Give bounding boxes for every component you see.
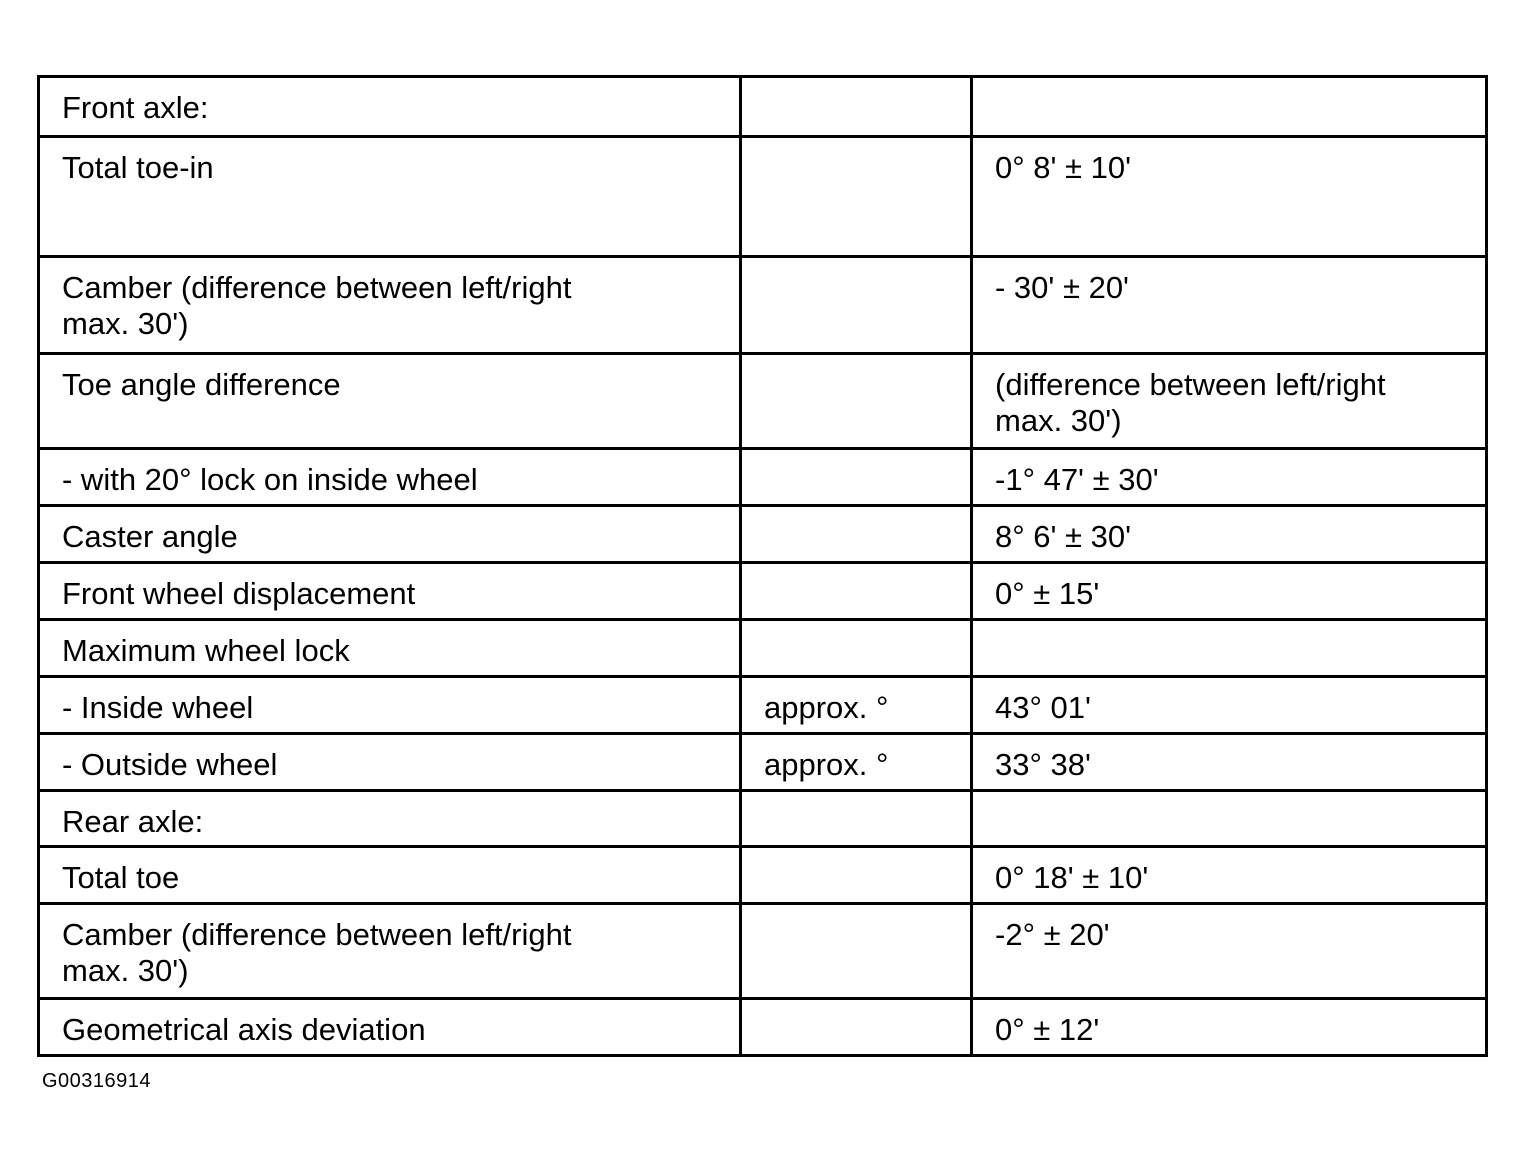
row-value: 0° 8' ± 10' (972, 137, 1487, 257)
table-row (39, 791, 1487, 847)
row-label: Geometrical axis deviation (39, 999, 741, 1056)
row-value: 0° ± 15' (972, 563, 1487, 620)
row-value: -1° 47' ± 30' (972, 449, 1487, 506)
row-value: -2° ± 20' (972, 904, 1487, 999)
row-unit (741, 77, 972, 137)
row-value: - 30' ± 20' (972, 257, 1487, 354)
row-unit (741, 847, 972, 904)
row-value: (difference between left/right max. 30') (972, 354, 1487, 449)
row-unit (741, 904, 972, 999)
row-label: Total toe (39, 847, 741, 904)
table-row (39, 677, 1487, 734)
row-label: Camber (difference between left/right max. 30') (39, 257, 741, 354)
row-unit (741, 563, 972, 620)
row-value (972, 791, 1487, 847)
table-row (39, 847, 1487, 904)
row-unit (741, 506, 972, 563)
table-row (39, 449, 1487, 506)
row-unit (741, 449, 972, 506)
table-row (39, 999, 1487, 1056)
row-value: 43° 01' (972, 677, 1487, 734)
row-label: Front axle: (39, 77, 741, 137)
table-row (39, 563, 1487, 620)
row-unit (741, 137, 972, 257)
table-row (39, 257, 1487, 354)
row-unit: approx. ° (741, 734, 972, 791)
row-value (972, 77, 1487, 137)
row-unit (741, 354, 972, 449)
row-label: - Outside wheel (39, 734, 741, 791)
table-row (39, 620, 1487, 677)
row-unit (741, 999, 972, 1056)
row-label: Camber (difference between left/right max. 30') (39, 904, 741, 999)
row-label: - with 20° lock on inside wheel (39, 449, 741, 506)
row-unit (741, 257, 972, 354)
row-value (972, 620, 1487, 677)
row-unit (741, 791, 972, 847)
row-label: Caster angle (39, 506, 741, 563)
figure-id: G00316914 (42, 1070, 152, 1092)
row-unit (741, 620, 972, 677)
row-value: 0° 18' ± 10' (972, 847, 1487, 904)
row-value: 33° 38' (972, 734, 1487, 791)
row-unit: approx. ° (741, 677, 972, 734)
wheel-alignment-spec-table (37, 75, 1488, 1057)
table-row (39, 137, 1487, 257)
row-label: Total toe-in (39, 137, 741, 257)
row-label: Maximum wheel lock (39, 620, 741, 677)
row-value: 8° 6' ± 30' (972, 506, 1487, 563)
row-label: Toe angle difference (39, 354, 741, 449)
table-row (39, 904, 1487, 999)
table-row (39, 506, 1487, 563)
table-row (39, 734, 1487, 791)
table-row (39, 354, 1487, 449)
row-label: - Inside wheel (39, 677, 741, 734)
row-label: Rear axle: (39, 791, 741, 847)
row-label: Front wheel displacement (39, 563, 741, 620)
row-value: 0° ± 12' (972, 999, 1487, 1056)
table-row (39, 77, 1487, 137)
